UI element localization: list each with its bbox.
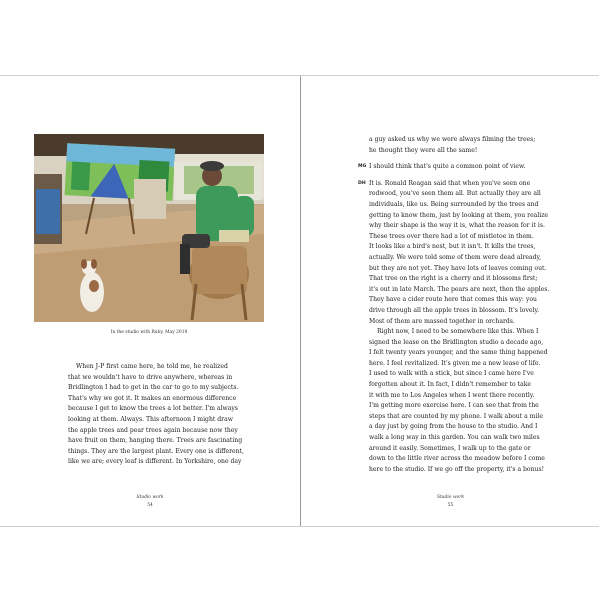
text-line: individuals, like us. Being surrounded by the trees and (369, 200, 539, 208)
text-line: steps that are counted by my phone. I walk about a mile (369, 412, 543, 420)
text-line: actually. We were told some of them were dead already, (369, 253, 542, 261)
text-line: That tree on the right is a cherry and it blossoms first; (369, 275, 538, 283)
text-line: I'm getting more exercise here. I can see that from the (369, 402, 539, 410)
right-page (300, 76, 600, 526)
text-line: looking at them. Always. This afternoon I might draw (68, 415, 233, 423)
text-line: things. They are the largest plant. Every one is different, (68, 447, 244, 455)
text-line: a day just by going from the house to the studio. And I (369, 423, 538, 431)
text-line: Right now, I need to be somewhere like this. When I (377, 328, 539, 336)
text-line: it with me to Los Angeles when I went there recently. (369, 391, 535, 399)
text-line: forgotten about it. In fact, I didn't remember to take (369, 381, 532, 389)
right-page-footer (301, 495, 600, 508)
left-body-text (68, 362, 268, 468)
photo-caption: In the studio with Ruby, May 2019 (110, 330, 188, 335)
page-number: 55 (447, 503, 454, 508)
text-line: I felt twenty years younger, and the same thing happened (369, 349, 548, 357)
text-line: They have a cider route here that comes this way: you (369, 296, 537, 304)
text-line: around it easily. Sometimes, I walk up to the gate or (369, 444, 531, 452)
running-head: Studio work (136, 495, 164, 500)
text-line: That's why we got it. It makes an enormous difference (68, 394, 237, 402)
text-line: that we wouldn't have to drive anywhere, whereas in (68, 373, 233, 381)
text-line: drive through all the apple trees in blossom. It's lovely. (369, 306, 540, 314)
page-number: 54 (147, 503, 153, 508)
interviewer-text: I should think that's quite a common point of view. (369, 163, 526, 171)
text-line: redwood, you've seen them all. But actually they are all (369, 190, 541, 198)
speaker-dh: DH (358, 180, 366, 186)
book-spread (0, 75, 599, 527)
text-line: I used to walk with a stick, but since I came here I've (369, 370, 534, 378)
right-body-text (358, 135, 575, 475)
running-head: Studio work (436, 495, 464, 500)
text-line: a guy asked us why we were always filming the trees; (369, 136, 536, 143)
text-line: but they are not yet. They have lots of leaves coming out. (369, 264, 547, 272)
interviewer-line (358, 162, 575, 173)
text-line: walk a long way in this garden. You can walk two miles (369, 434, 540, 442)
studio-photo (34, 134, 264, 322)
text-line: Bridlington I had to get in the car to go to my subjects. (68, 384, 239, 392)
left-page-footer (0, 495, 300, 508)
text-line: signed the lease on the Bridlington studio a decade ago, (369, 338, 544, 346)
text-line: It is. Ronald Reagan said that when you've seen one (369, 179, 531, 187)
text-line: because I get to know the trees a lot better. I'm always (68, 405, 238, 413)
text-line: getting to know them, just by looking at them, you realize (369, 211, 549, 219)
text-line: it's out in late March. The pears are next, then the apples. (369, 285, 550, 293)
text-line: These trees over there had a lot of mistletoe in them. (369, 232, 534, 240)
text-line: here. I feel revitalized. It's given me a new lease of life. (369, 359, 541, 367)
text-line: down to the little river across the meadow before I come (369, 455, 545, 463)
speaker-mg: MG (358, 164, 367, 170)
text-line: Most of them are massed together in orchards. (369, 317, 515, 325)
text-line: like we are; every leaf is different. In Yorkshire, one day (68, 458, 242, 466)
text-line: here to the studio. If we go off the property, it's a bonus! (369, 465, 545, 473)
text-line: It looks like a bird's nest, but it isn't. It kills the trees, (369, 243, 536, 251)
text-line: why their shape is the way it is, what the reason for it is. (369, 222, 545, 230)
left-page (0, 76, 300, 526)
text-line: When J-P first came here, he told me, he realized (76, 363, 228, 370)
text-line: he thought they were all the same! (369, 146, 478, 154)
text-line: the apple trees and pear trees again because now they (68, 426, 238, 434)
text-line: have fruit on them, hanging there. Trees are fascinating (68, 437, 243, 445)
dh-line (358, 179, 575, 190)
